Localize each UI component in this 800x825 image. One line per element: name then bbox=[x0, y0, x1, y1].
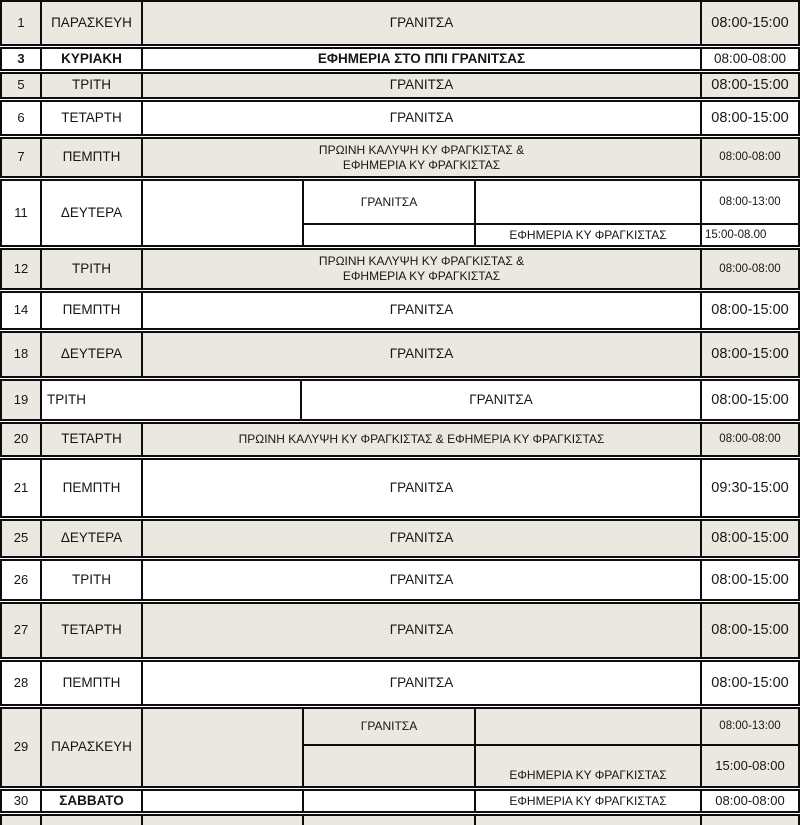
day-name-cell: ΔΕΥΤΕΡΑ bbox=[42, 333, 143, 376]
schedule-row bbox=[0, 422, 800, 457]
time-cell: 08:00-15:00 bbox=[711, 14, 789, 31]
day-name-cell: ΤΡΙΤΗ bbox=[42, 74, 143, 97]
time-cell: 08:00-15:00 bbox=[711, 77, 789, 94]
day-number-cell: 20 bbox=[2, 424, 42, 455]
schedule-row bbox=[0, 331, 800, 378]
sub-row bbox=[304, 181, 798, 225]
assignment-cell bbox=[143, 250, 702, 288]
schedule-row bbox=[0, 458, 800, 518]
day-number-cell bbox=[2, 816, 42, 825]
day-number-cell: 19 bbox=[2, 381, 42, 419]
time-cell: 08:00-08:00 bbox=[719, 151, 781, 164]
schedule-row bbox=[0, 379, 800, 421]
assignment-cell: ΓΡΑΝΙΤΣΑ bbox=[143, 521, 702, 556]
schedule-row bbox=[0, 707, 800, 788]
time-cell: 15:00-08:00 bbox=[715, 757, 785, 773]
day-name-cell: ΔΕΥΤΕΡΑ bbox=[42, 181, 143, 245]
time-cell: 08:00-08:00 bbox=[713, 50, 787, 66]
sub-row bbox=[304, 746, 798, 786]
empty-cell bbox=[304, 225, 476, 245]
assignment-cell: ΓΡΑΝΙΤΣΑ bbox=[143, 74, 702, 97]
empty-cell bbox=[143, 709, 304, 786]
schedule-row bbox=[0, 72, 800, 99]
day-name-cell: ΤΡΙΤΗ bbox=[42, 561, 143, 599]
time-cell: 08:00-13:00 bbox=[719, 720, 781, 733]
time-cell: 15:00-08.00 bbox=[705, 228, 767, 241]
time-cell: 08:00-15:00 bbox=[711, 530, 789, 547]
time-cell: 08:00-08:00 bbox=[715, 792, 785, 808]
time-cell: 08:00-15:00 bbox=[711, 674, 789, 691]
schedule-row-partial bbox=[0, 814, 800, 825]
day-number-cell: 26 bbox=[2, 561, 42, 599]
schedule-row bbox=[0, 0, 800, 46]
schedule-row bbox=[0, 47, 800, 71]
day-name-cell: ΤΕΤΑΡΤΗ bbox=[42, 102, 143, 134]
day-number-cell: 29 bbox=[2, 709, 42, 786]
day-name-cell: ΠΕΜΠΤΗ bbox=[42, 662, 143, 704]
day-number-cell: 30 bbox=[2, 791, 42, 811]
day-name-cell: ΤΡΙΤΗ bbox=[42, 250, 143, 288]
day-name-cell: ΤΡΙΤΗ bbox=[42, 381, 302, 419]
split-assignment-stack bbox=[304, 709, 798, 786]
assignment-line: ΠΡΩΙΝΗ ΚΑΛΥΨΗ ΚΥ ΦΡΑΓΚΙΣΤΑΣ & bbox=[318, 254, 525, 268]
assignment-line: ΕΦΗΜΕΡΙΑ ΚΥ ΦΡΑΓΚΙΣΤΑΣ bbox=[342, 157, 501, 172]
day-number-cell: 12 bbox=[2, 250, 42, 288]
assignment-cell: ΓΡΑΝΙΤΣΑ bbox=[143, 293, 702, 328]
day-name-cell: ΠΑΡΑΣΚΕΥΗ bbox=[42, 2, 143, 44]
time-cell: 08:00-15:00 bbox=[711, 622, 789, 639]
assignment-cell: ΓΡΑΝΙΤΣΑ bbox=[143, 561, 702, 599]
day-number-cell: 6 bbox=[2, 102, 42, 134]
schedule-row bbox=[0, 789, 800, 813]
schedule-row bbox=[0, 291, 800, 330]
empty-cell bbox=[143, 816, 304, 825]
time-cell: 08:00-15:00 bbox=[711, 391, 789, 408]
day-number-cell: 7 bbox=[2, 139, 42, 176]
day-name-cell bbox=[42, 816, 143, 825]
day-number-cell: 18 bbox=[2, 333, 42, 376]
assignment-cell: ΓΡΑΝΙΤΣΑ bbox=[143, 604, 702, 657]
schedule-row bbox=[0, 660, 800, 706]
empty-cell bbox=[143, 791, 304, 811]
day-name-cell: ΣΑΒΒΑΤΟ bbox=[42, 791, 143, 811]
assignment-cell: ΓΡΑΝΙΤΣΑ bbox=[143, 460, 702, 516]
assignment-line: ΠΡΩΙΝΗ ΚΑΛΥΨΗ ΚΥ ΦΡΑΓΚΙΣΤΑΣ & bbox=[318, 142, 525, 157]
day-name-cell: ΔΕΥΤΕΡΑ bbox=[42, 521, 143, 556]
schedule-row bbox=[0, 248, 800, 290]
assignment-cell: ΓΡΑΝΙΤΣΑ bbox=[304, 181, 476, 223]
assignment-cell: ΕΦΗΜΕΡΙΑ ΚΥ ΦΡΑΓΚΙΣΤΑΣ bbox=[476, 791, 702, 811]
day-number-cell: 28 bbox=[2, 662, 42, 704]
empty-cell bbox=[476, 709, 702, 744]
time-cell: 08:00-15:00 bbox=[711, 571, 789, 588]
day-number-cell: 3 bbox=[2, 49, 42, 69]
assignment-cell: ΓΡΑΝΙΤΣΑ bbox=[143, 102, 702, 134]
day-number-cell: 27 bbox=[2, 604, 42, 657]
empty-cell bbox=[143, 181, 304, 245]
assignment-cell: ΓΡΑΝΙΤΣΑ bbox=[143, 2, 702, 44]
empty-cell bbox=[476, 181, 702, 223]
day-number-cell: 1 bbox=[2, 2, 42, 44]
day-name-cell: ΚΥΡΙΑΚΗ bbox=[42, 49, 143, 69]
empty-cell bbox=[304, 746, 476, 786]
day-name-cell: ΠΕΜΠΤΗ bbox=[42, 460, 143, 516]
assignment-cell: ΓΡΑΝΙΤΣΑ bbox=[302, 381, 702, 419]
empty-cell bbox=[304, 816, 476, 825]
day-number-cell: 25 bbox=[2, 521, 42, 556]
schedule-row bbox=[0, 179, 800, 247]
assignment-cell: ΕΦΗΜΕΡΙΑ ΣΤΟ ΠΠΙ ΓΡΑΝΙΤΣΑΣ bbox=[143, 49, 702, 69]
assignment-cell: ΓΡΑΝΙΤΣΑ bbox=[143, 333, 702, 376]
assignment-cell bbox=[143, 139, 702, 176]
sub-row bbox=[304, 225, 798, 245]
assignment-cell: ΓΡΑΝΙΤΣΑ bbox=[304, 709, 476, 744]
day-name-cell: ΠΑΡΑΣΚΕΥΗ bbox=[42, 709, 143, 786]
assignment-line: ΕΦΗΜΕΡΙΑ ΚΥ ΦΡΑΓΚΙΣΤΑΣ bbox=[342, 269, 501, 283]
day-name-cell: ΤΕΤΑΡΤΗ bbox=[42, 424, 143, 455]
time-cell: 08:00-08:00 bbox=[719, 262, 781, 275]
time-cell: 08:00-13:00 bbox=[719, 195, 781, 208]
sub-row bbox=[304, 709, 798, 746]
empty-cell bbox=[304, 791, 476, 811]
assignment-cell: ΓΡΑΝΙΤΣΑ bbox=[143, 662, 702, 704]
day-number-cell: 5 bbox=[2, 74, 42, 97]
schedule-row bbox=[0, 137, 800, 178]
time-cell: 08:00-15:00 bbox=[711, 109, 789, 126]
time-cell: 08:00-15:00 bbox=[711, 346, 789, 363]
schedule-row bbox=[0, 559, 800, 601]
time-cell bbox=[702, 816, 798, 825]
schedule-row bbox=[0, 100, 800, 136]
day-name-cell: ΤΕΤΑΡΤΗ bbox=[42, 604, 143, 657]
schedule-row bbox=[0, 519, 800, 558]
empty-cell bbox=[476, 816, 702, 825]
time-cell: 08:00-15:00 bbox=[711, 302, 789, 319]
day-number-cell: 21 bbox=[2, 460, 42, 516]
assignment-cell: ΕΦΗΜΕΡΙΑ ΚΥ ΦΡΑΓΚΙΣΤΑΣ bbox=[476, 225, 702, 245]
day-number-cell: 14 bbox=[2, 293, 42, 328]
schedule-row bbox=[0, 602, 800, 659]
day-name-cell: ΠΕΜΠΤΗ bbox=[42, 293, 143, 328]
day-number-cell: 11 bbox=[2, 181, 42, 245]
assignment-cell: ΕΦΗΜΕΡΙΑ ΚΥ ΦΡΑΓΚΙΣΤΑΣ bbox=[476, 746, 702, 786]
split-assignment-stack bbox=[304, 181, 798, 245]
time-cell: 08:00-08:00 bbox=[719, 433, 781, 446]
day-name-cell: ΠΕΜΠΤΗ bbox=[42, 139, 143, 176]
time-cell: 09:30-15:00 bbox=[711, 479, 789, 496]
assignment-cell: ΠΡΩΙΝΗ ΚΑΛΥΨΗ ΚΥ ΦΡΑΓΚΙΣΤΑΣ & ΕΦΗΜΕΡΙΑ ΚΥ ΦΡΑΓΚΙΣΤΑΣ bbox=[143, 424, 702, 455]
